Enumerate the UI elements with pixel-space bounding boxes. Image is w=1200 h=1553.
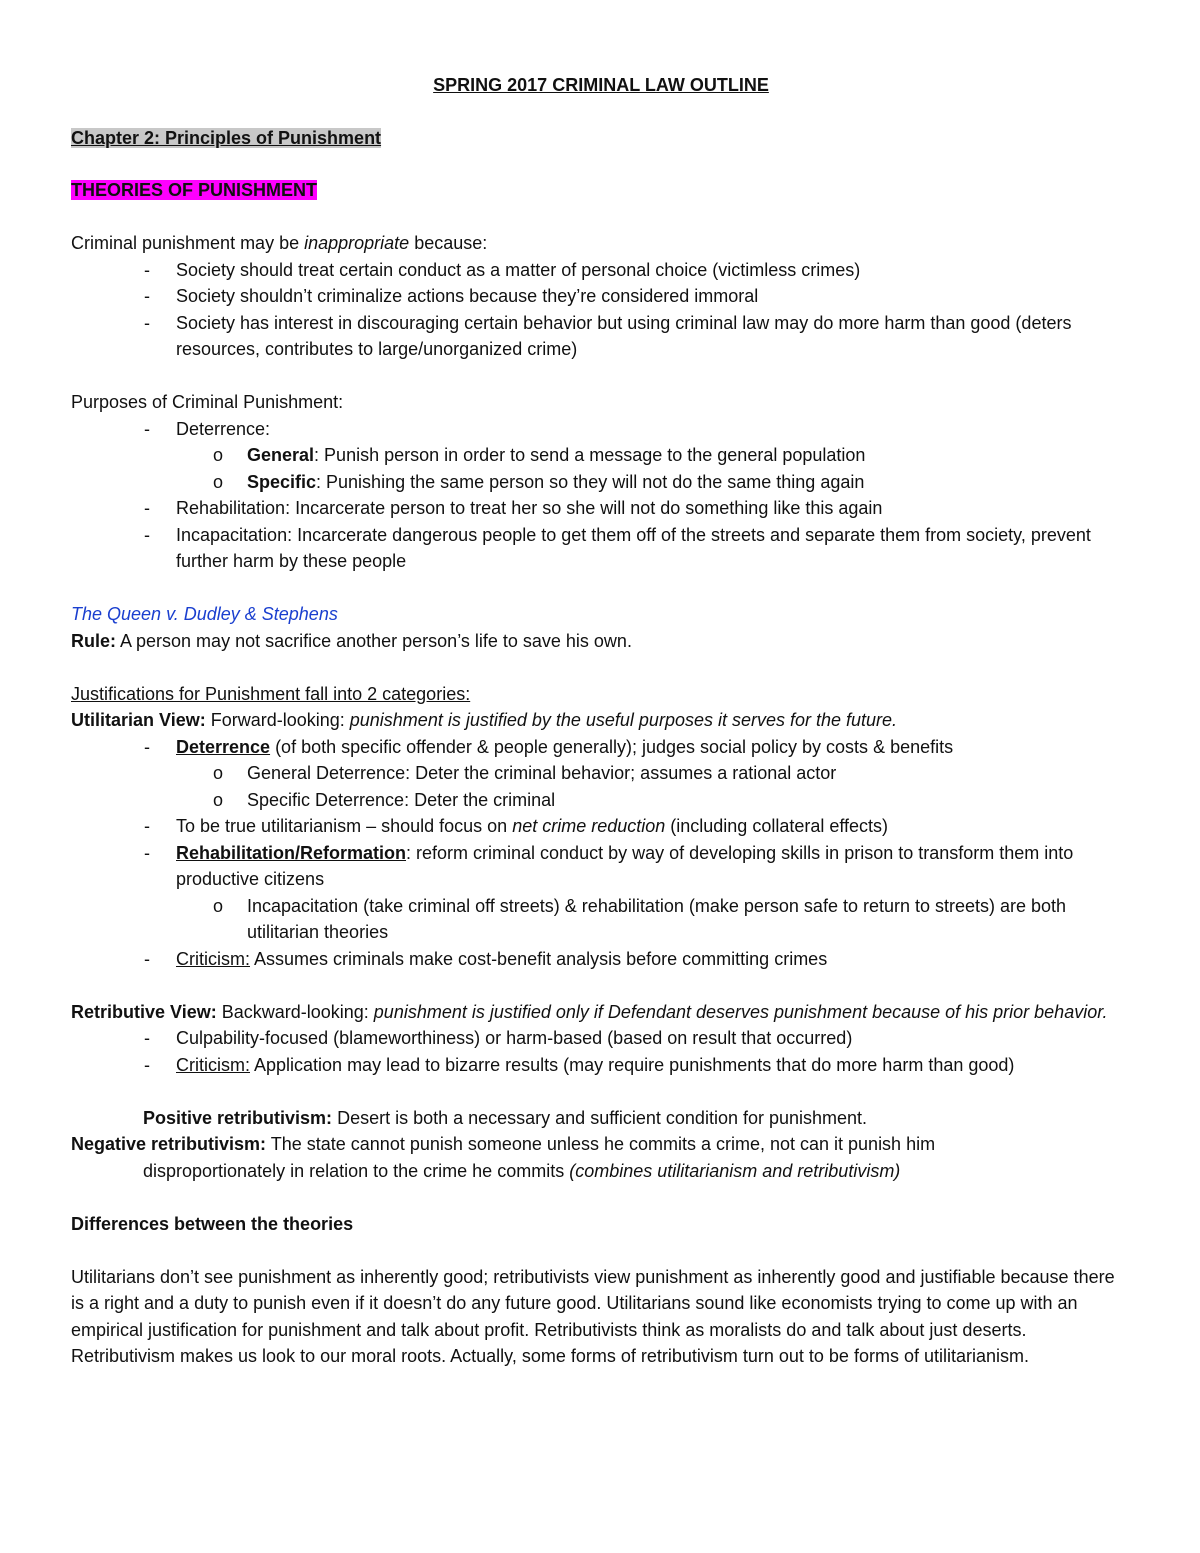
list-item: - Society has interest in discouraging certain behavior but using criminal law may do more harm than good (deters resources, contributes to large/unorganized crime)	[144, 312, 1072, 359]
chapter-heading	[71, 125, 1131, 152]
sub-list-item: o Specific Deterrence: Deter the criminal	[213, 789, 556, 810]
list-item: - Society should treat certain conduct as a matter of personal choice (victimless crimes)	[144, 259, 861, 280]
case-rule: Rule: A person may not sacrifice another person’s life to save his own.	[71, 630, 632, 651]
document-body	[71, 72, 1131, 1370]
sub-list-item: o General: Punish person in order to send a message to the general population	[213, 445, 866, 465]
differences-paragraph: Utilitarians don’t see punishment as inherently good; retributivists view punishment as inherently good and justifiable because there is a right and a duty to punish even if it doesn’t do any future good. Utilitarians sound like economists trying to come up with an empirical justification for punishment and talk about profit. Retributivists think as moralists do and talk about just deserts. Retributivism makes us look to our moral roots. Actually, some forms of retributivism turn out to be forms of utilitarianism.	[71, 1266, 1115, 1366]
section-heading	[71, 177, 1131, 204]
negative-retributivism: Negative retributivism: The state cannot punish someone unless he commits a crime, not can it punish him disproportionately in relation to the crime he commits (combines utilitarianism and retributivism)	[71, 1134, 936, 1181]
purposes-intro: Purposes of Criminal Punishment:	[71, 392, 344, 412]
justifications-intro: Justifications for Punishment fall into 2 categories:	[71, 683, 471, 704]
list-item: - Incapacitation: Incarcerate dangerous people to get them off of the streets and separate them from society, prevent further harm by these people	[144, 524, 1091, 571]
list-item: - To be true utilitarianism – should focus on net crime reduction (including collateral effects)	[144, 816, 889, 836]
list-item: - Society shouldn’t criminalize actions because they’re considered immoral	[144, 286, 759, 306]
inappropriate-list	[71, 257, 1131, 363]
retributive-list	[71, 1025, 1131, 1078]
list-item: - Criticism: Application may lead to bizarre results (may require punishments that do more harm than good)	[144, 1054, 1015, 1075]
chapter-heading-text: Chapter 2: Principles of Punishment	[71, 127, 382, 148]
utilitarian-list	[71, 734, 1131, 973]
list-item: - Deterrence:	[144, 418, 271, 439]
document-title: SPRING 2017 CRIMINAL LAW OUTLINE	[433, 75, 769, 95]
list-item: - Deterrence (of both specific offender & people generally); judges social policy by costs & benefits	[144, 736, 954, 757]
sub-list-item: o Incapacitation (take criminal off streets) & rehabilitation (make person safe to return to streets) are both utilitarian theories	[213, 895, 1067, 942]
list-item: - Rehabilitation: Incarcerate person to treat her so she will not do something like this again	[144, 498, 883, 518]
list-item: - Rehabilitation/Reformation: reform criminal conduct by way of developing skills in prison to transform them into productive citizens	[144, 842, 1074, 889]
retributive-view: Retributive View: Backward-looking: punishment is justified only if Defendant deserves punishment because of his prior behavior.	[71, 1001, 1108, 1022]
inappropriate-intro: Criminal punishment may be inappropriate because:	[71, 233, 488, 253]
utilitarian-view: Utilitarian View: Forward-looking: punishment is justified by the useful purposes it serves for the future.	[71, 710, 898, 730]
sub-list-item: o Specific: Punishing the same person so they will not do the same thing again	[213, 471, 865, 492]
positive-retributivism: Positive retributivism: Desert is both a necessary and sufficient condition for punishment.	[143, 1107, 868, 1128]
sub-list-item: o General Deterrence: Deter the criminal behavior; assumes a rational actor	[213, 763, 837, 783]
section-heading-text: THEORIES OF PUNISHMENT	[71, 180, 318, 200]
purposes-list	[71, 416, 1131, 575]
list-item: - Criticism: Assumes criminals make cost-benefit analysis before committing crimes	[144, 948, 828, 969]
case-name: The Queen v. Dudley & Stephens	[71, 604, 338, 624]
list-item: - Culpability-focused (blameworthiness) or harm-based (based on result that occurred)	[144, 1028, 853, 1048]
differences-heading: Differences between the theories	[71, 1213, 354, 1234]
